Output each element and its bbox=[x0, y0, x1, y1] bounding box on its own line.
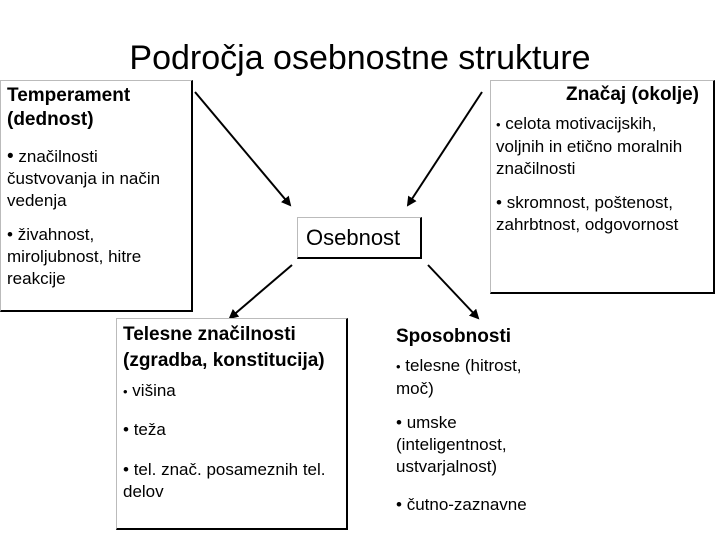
bullet: • bbox=[396, 359, 401, 374]
znacaj-item bbox=[496, 113, 696, 180]
znacaj-item bbox=[496, 192, 701, 236]
temperament-item bbox=[7, 224, 185, 290]
znacaj-item-text: skromnost, poštenost, zahrbtnost, odgovornost bbox=[496, 193, 679, 234]
sposobnosti-item-text: telesne (hitrost, moč) bbox=[396, 356, 522, 398]
bullet: • bbox=[123, 460, 129, 479]
temperament-item bbox=[7, 146, 182, 212]
bullet: • bbox=[396, 495, 402, 514]
temperament-item-text: živahnost, miroljubnost, hitre reakcije bbox=[7, 225, 142, 288]
telesne-item-text: višina bbox=[132, 381, 176, 400]
bullet: • bbox=[123, 420, 129, 439]
sposobnosti-item bbox=[396, 494, 604, 516]
sposobnosti-item bbox=[396, 412, 546, 478]
osebnost-box bbox=[297, 217, 422, 259]
telesne-item bbox=[123, 459, 341, 503]
temperament-heading: Temperament (dednost) bbox=[7, 85, 131, 130]
temperament-box bbox=[0, 80, 193, 312]
sposobnosti-item-text: čutno-zaznavne bbox=[406, 495, 527, 514]
telesne-item bbox=[123, 380, 340, 403]
temperament-item-text: značilnosti čustvovanja in način vedenja bbox=[7, 147, 161, 210]
telesne-item-text: tel. znač. posameznih tel. delov bbox=[123, 460, 326, 501]
znacaj-item-text: celota motivacijskih, voljnih in etično moralnih značilnosti bbox=[496, 114, 683, 178]
arrow-osebnost-to-sposobnosti bbox=[428, 265, 478, 318]
telesne-box bbox=[116, 318, 348, 530]
sposobnosti-box bbox=[390, 322, 610, 527]
osebnost-label: Osebnost bbox=[306, 225, 401, 250]
telesne-item-text: teža bbox=[133, 420, 166, 439]
sposobnosti-heading: Sposobnosti bbox=[396, 326, 512, 347]
sposobnosti-item bbox=[396, 355, 561, 400]
arrow-znacaj-to-osebnost bbox=[408, 92, 482, 205]
sposobnosti-item-text: umske (inteligentnost, ustvarjalnost) bbox=[396, 413, 507, 476]
telesne-heading: Telesne značilnosti (zgradba, konstitucija) bbox=[123, 324, 325, 371]
slide-title: Področja osebnostne strukture bbox=[129, 39, 591, 77]
bullet: • bbox=[496, 193, 502, 212]
bullet: • bbox=[7, 146, 14, 167]
znacaj-box bbox=[490, 80, 715, 300]
bullet: • bbox=[123, 384, 128, 399]
arrow-osebnost-to-telesne bbox=[230, 265, 292, 318]
bullet: • bbox=[396, 413, 402, 432]
arrow-temperament-to-osebnost bbox=[195, 92, 290, 205]
znacaj-heading: Značaj (okolje) bbox=[565, 84, 699, 105]
bullet: • bbox=[496, 117, 501, 132]
bullet: • bbox=[7, 225, 13, 244]
telesne-item bbox=[123, 419, 340, 441]
